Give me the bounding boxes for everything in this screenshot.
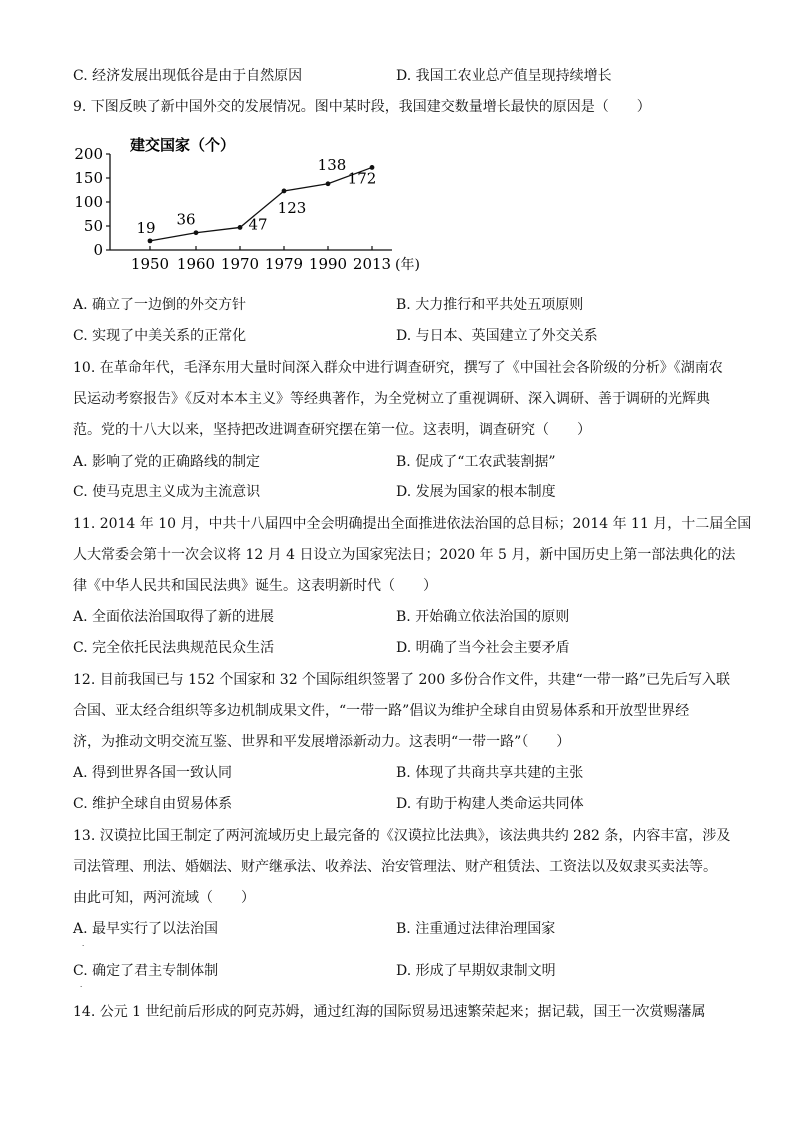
q10-option-c: C. 使马克思主义成为主流意识	[73, 484, 261, 500]
data-label: 123	[277, 198, 307, 217]
stray-dot-mark: .	[82, 940, 85, 948]
q12-option-c: C. 维护全球自由贸易体系	[73, 796, 233, 812]
q12-option-b: B. 体现了共商共享共建的主张	[396, 765, 584, 781]
q12-option-a: A. 得到世界各国一致认同	[73, 765, 233, 781]
data-point	[282, 189, 287, 194]
q11-option-c: C. 完全依托民法典规范民众生活	[73, 640, 275, 656]
q10-option-b: B. 促成了“工农武装割据”	[396, 454, 556, 470]
data-label: 47	[248, 215, 268, 234]
data-point	[326, 181, 331, 186]
y-tick-label: 150	[74, 169, 103, 187]
q12-option-d: D. 有助于构建人类命运共同体	[396, 796, 584, 812]
q12-line-3: 济，为推动文明交流互鉴、世界和平发展增添新动力。这表明“一带一路”（ ）	[73, 734, 571, 750]
q13-option-c: C. 确定了君主专制体制	[73, 963, 219, 979]
x-tick-label: 1950	[130, 255, 170, 273]
q12-line-2: 合国、亚太经合组织等多边机制成果文件，“一带一路”倡议为维护全球自由贸易体系和开放型世界经	[73, 703, 690, 719]
q11-line-2: 人大常委会第十一次会议将 12 月 4 日设立为国家宪法日；2020 年 5 月，新中国历史上第一部法典化的法	[73, 547, 736, 563]
diplomacy-line-chart	[62, 132, 442, 280]
q10-option-d: D. 发展为国家的根本制度	[396, 484, 556, 500]
q11-option-b: B. 开始确立依法治国的原则	[396, 609, 570, 625]
q13-line-1: 13. 汉谟拉比国王制定了两河流域历史上最完备的《汉谟拉比法典》，该法典共约 282 条，内容丰富，涉及	[73, 828, 731, 844]
q10-line-1: 10. 在革命年代，毛泽东用大量时间深入群众中进行调查研究，撰写了《中国社会各阶级的分析》《湖南农	[73, 360, 723, 376]
x-tick-label: 1990	[308, 255, 348, 273]
x-tick-label: 1970	[220, 255, 260, 273]
q14-line-1: 14. 公元 1 世纪前后形成的阿克苏姆，通过红海的国际贸易迅速繁荣起来；据记载，国王一次赏赐藩属	[73, 1004, 706, 1020]
q13-option-a: A. 最早实行了以法治国	[73, 921, 219, 937]
y-tick-label: 200	[74, 145, 103, 163]
x-tick-label: 1960	[176, 255, 216, 273]
y-tick-label: 100	[74, 193, 103, 211]
x-tick-label: 2013	[352, 255, 392, 273]
q9-option-c: C. 实现了中美关系的正常化	[73, 328, 247, 344]
q10-line-3: 范。党的十八大以来，坚持把改进调查研究摆在第一位。这表明，调查研究（ ）	[73, 422, 591, 438]
q13-line-2: 司法管理、刑法、婚姻法、财产继承法、收养法、治安管理法、财产租赁法、工资法以及奴隶买卖法等。	[73, 859, 717, 875]
q8-option-d: D. 我国工农业总产值呈现持续增长	[396, 68, 612, 84]
q9-option-a: A. 确立了一边倒的外交方针	[73, 297, 247, 313]
data-point	[238, 225, 243, 230]
stray-dot-mark: .	[80, 981, 83, 989]
q13-option-d: D. 形成了早期奴隶制文明	[396, 963, 556, 979]
x-axis-unit: (年)	[395, 257, 420, 273]
q12-line-1: 12. 目前我国已与 152 个国家和 32 个国际组织签署了 200 多份合作文件，共建“一带一路”已先后写入联	[73, 672, 730, 688]
x-tick-label: 1979	[264, 255, 304, 273]
q10-line-2: 民运动考察报告》《反对本本主义》等经典著作，为全党树立了重视调研、深入调研、善于调研的光辉典	[73, 391, 710, 407]
data-label: 172	[347, 169, 377, 188]
q8-option-c: C. 经济发展出现低谷是由于自然原因	[73, 68, 303, 84]
data-label: 36	[176, 210, 196, 229]
q11-option-a: A. 全面依法治国取得了新的进展	[73, 609, 275, 625]
q11-option-d: D. 明确了当今社会主要矛盾	[396, 640, 570, 656]
y-tick-label: 50	[83, 217, 103, 235]
q9-option-b: B. 大力推行和平共处五项原则	[396, 297, 584, 313]
q9-option-d: D. 与日本、英国建立了外交关系	[396, 328, 598, 344]
q9-stem: 9. 下图反映了新中国外交的发展情况。图中某时段，我国建交数量增长最快的原因是（ ）	[73, 99, 651, 115]
q13-option-b: B. 注重通过法律治理国家	[396, 921, 556, 937]
chart-title: 建交国家（个）	[130, 136, 236, 154]
data-point	[194, 230, 199, 235]
q11-line-3: 律《中华人民共和国民法典》诞生。这表明新时代（ ）	[73, 578, 437, 594]
y-tick-label: 0	[93, 241, 103, 259]
q13-line-3: 由此可知，两河流域（ ）	[73, 890, 255, 906]
q10-option-a: A. 影响了党的正确路线的制定	[73, 454, 261, 470]
data-point	[148, 238, 153, 243]
data-label: 19	[136, 218, 156, 237]
data-label: 138	[317, 155, 347, 174]
q11-line-1: 11. 2014 年 10 月，中共十八届四中全会明确提出全面推进依法治国的总目标；2014 年 11 月，十二届全国	[73, 516, 752, 532]
